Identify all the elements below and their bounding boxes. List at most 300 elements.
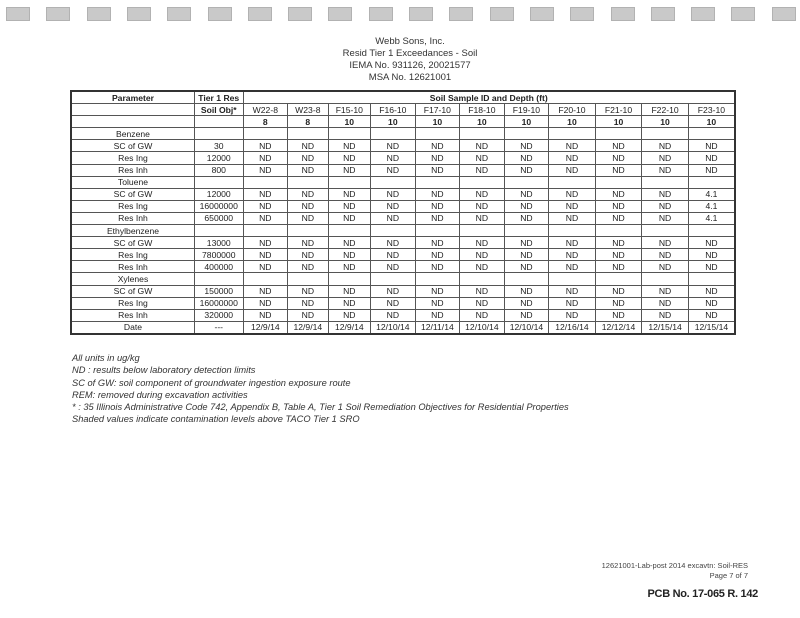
- blank-cell: [415, 225, 460, 237]
- chemical-name: Ethylbenzene: [71, 225, 194, 237]
- tier1-objective-value: 800: [194, 164, 243, 176]
- sample-date-cell: 12/10/14: [460, 321, 505, 334]
- result-cell: ND: [243, 285, 288, 297]
- sample-id-cell: W22-8: [243, 104, 288, 116]
- tier1-header-line1: Tier 1 Res: [194, 91, 243, 104]
- result-cell: ND: [371, 164, 416, 176]
- result-cell: ND: [371, 237, 416, 249]
- result-cell: ND: [243, 261, 288, 273]
- binder-hole: [530, 7, 554, 21]
- table-row: [71, 140, 735, 152]
- result-cell: ND: [504, 140, 549, 152]
- result-cell: ND: [642, 249, 689, 261]
- result-cell: ND: [549, 309, 596, 321]
- result-cell: 4.1: [688, 200, 735, 212]
- blank-cell: [549, 225, 596, 237]
- result-cell: ND: [688, 152, 735, 164]
- blank-cell: [194, 273, 243, 285]
- header-row-3: [71, 116, 735, 128]
- result-cell: 4.1: [688, 212, 735, 224]
- result-cell: ND: [371, 212, 416, 224]
- table-row: [71, 188, 735, 200]
- exposure-route-label: SC of GW: [71, 140, 194, 152]
- table-notes: [72, 352, 569, 426]
- blank-cell: [549, 176, 596, 188]
- exposure-route-label: Res Inh: [71, 212, 194, 224]
- result-cell: ND: [549, 249, 596, 261]
- exposure-route-label: Res Ing: [71, 249, 194, 261]
- result-cell: ND: [688, 285, 735, 297]
- result-cell: ND: [595, 188, 642, 200]
- result-cell: ND: [371, 140, 416, 152]
- result-cell: ND: [243, 212, 288, 224]
- blank-cell: [328, 225, 371, 237]
- table-row: [71, 309, 735, 321]
- blank-cell: [504, 128, 549, 140]
- sample-date-cell: 12/10/14: [504, 321, 549, 334]
- result-cell: ND: [595, 297, 642, 309]
- result-cell: ND: [504, 285, 549, 297]
- result-cell: ND: [688, 140, 735, 152]
- result-cell: ND: [504, 212, 549, 224]
- result-cell: ND: [549, 140, 596, 152]
- result-cell: ND: [595, 249, 642, 261]
- table-row: [71, 261, 735, 273]
- result-cell: ND: [415, 188, 460, 200]
- exposure-route-label: SC of GW: [71, 188, 194, 200]
- binder-hole: [772, 7, 796, 21]
- result-cell: ND: [328, 212, 371, 224]
- result-cell: ND: [460, 188, 505, 200]
- chemical-group-row: [71, 273, 735, 285]
- binder-hole: [691, 7, 715, 21]
- exposure-route-label: Res Inh: [71, 261, 194, 273]
- result-cell: ND: [328, 188, 371, 200]
- sample-date-cell: 12/9/14: [243, 321, 288, 334]
- result-cell: ND: [460, 164, 505, 176]
- result-cell: ND: [595, 140, 642, 152]
- result-cell: ND: [415, 249, 460, 261]
- table-row: [71, 249, 735, 261]
- result-cell: ND: [549, 188, 596, 200]
- result-cell: ND: [642, 297, 689, 309]
- result-cell: ND: [642, 237, 689, 249]
- result-cell: ND: [415, 200, 460, 212]
- result-cell: ND: [642, 309, 689, 321]
- result-cell: ND: [549, 200, 596, 212]
- result-cell: ND: [460, 297, 505, 309]
- result-cell: ND: [549, 237, 596, 249]
- date-objective-cell: ---: [194, 321, 243, 334]
- header-row-2: [71, 104, 735, 116]
- tier1-objective-value: 16000000: [194, 297, 243, 309]
- chemical-name: Xylenes: [71, 273, 194, 285]
- blank-cell: [243, 176, 288, 188]
- table-row: [71, 152, 735, 164]
- parameter-header: Parameter: [71, 91, 194, 104]
- blank-cell: [460, 176, 505, 188]
- result-cell: ND: [243, 249, 288, 261]
- binder-hole: [87, 7, 111, 21]
- blank-cell: [328, 128, 371, 140]
- result-cell: ND: [415, 297, 460, 309]
- result-cell: ND: [328, 164, 371, 176]
- table-row: [71, 164, 735, 176]
- result-cell: ND: [243, 152, 288, 164]
- binder-hole: [570, 7, 594, 21]
- sample-date-cell: 12/15/14: [642, 321, 689, 334]
- result-cell: ND: [460, 212, 505, 224]
- sample-date-cell: 12/9/14: [288, 321, 328, 334]
- result-cell: ND: [243, 237, 288, 249]
- result-cell: ND: [371, 297, 416, 309]
- binder-hole: [6, 7, 30, 21]
- binder-hole: [611, 7, 635, 21]
- blank-cell: [243, 273, 288, 285]
- binder-hole: [328, 7, 352, 21]
- result-cell: ND: [595, 152, 642, 164]
- result-cell: ND: [642, 164, 689, 176]
- binder-hole: [208, 7, 232, 21]
- tier1-objective-value: 320000: [194, 309, 243, 321]
- sample-depth-cell: 10: [642, 116, 689, 128]
- result-cell: ND: [243, 188, 288, 200]
- result-cell: ND: [504, 249, 549, 261]
- result-cell: ND: [504, 237, 549, 249]
- result-cell: ND: [328, 152, 371, 164]
- result-cell: ND: [371, 285, 416, 297]
- result-cell: ND: [549, 212, 596, 224]
- table-row: [71, 285, 735, 297]
- note-line: All units in ug/kg: [72, 353, 140, 363]
- result-cell: ND: [288, 140, 328, 152]
- document-header: [0, 36, 800, 84]
- result-cell: ND: [328, 261, 371, 273]
- blank-cell: [504, 225, 549, 237]
- pcb-number: PCB No. 17-065 R. 142: [647, 588, 758, 600]
- result-cell: ND: [371, 188, 416, 200]
- result-cell: ND: [371, 200, 416, 212]
- sample-depth-cell: 10: [688, 116, 735, 128]
- binder-hole-strip: [0, 7, 800, 21]
- result-cell: ND: [243, 309, 288, 321]
- blank-cell: [288, 225, 328, 237]
- result-cell: ND: [549, 261, 596, 273]
- blank-cell: [288, 128, 328, 140]
- blank-cell: [371, 273, 416, 285]
- blank-cell: [71, 116, 194, 128]
- binder-hole: [288, 7, 312, 21]
- result-cell: ND: [595, 212, 642, 224]
- result-cell: ND: [371, 309, 416, 321]
- result-cell: ND: [243, 140, 288, 152]
- table-row: [71, 212, 735, 224]
- file-reference: 12621001-Lab-post 2014 excavtn: Soil-RES: [601, 561, 748, 570]
- result-cell: ND: [688, 164, 735, 176]
- result-cell: ND: [328, 249, 371, 261]
- result-cell: ND: [595, 237, 642, 249]
- table-row: [71, 237, 735, 249]
- result-cell: ND: [371, 249, 416, 261]
- chemical-group-row: [71, 176, 735, 188]
- sample-depth-cell: 10: [415, 116, 460, 128]
- date-label: Date: [71, 321, 194, 334]
- result-cell: ND: [642, 152, 689, 164]
- result-cell: ND: [504, 297, 549, 309]
- tier1-objective-value: 7800000: [194, 249, 243, 261]
- blank-cell: [504, 176, 549, 188]
- binder-hole: [369, 7, 393, 21]
- sample-date-cell: 12/11/14: [415, 321, 460, 334]
- blank-cell: [371, 128, 416, 140]
- sample-id-cell: F18-10: [460, 104, 505, 116]
- result-cell: ND: [415, 140, 460, 152]
- result-cell: ND: [504, 261, 549, 273]
- binder-hole: [167, 7, 191, 21]
- sample-depth-cell: 10: [371, 116, 416, 128]
- chemical-group-row: [71, 128, 735, 140]
- result-cell: ND: [642, 200, 689, 212]
- result-cell: ND: [288, 212, 328, 224]
- result-cell: ND: [504, 164, 549, 176]
- blank-cell: [549, 273, 596, 285]
- result-cell: ND: [415, 152, 460, 164]
- blank-cell: [688, 273, 735, 285]
- blank-cell: [688, 225, 735, 237]
- sample-id-cell: F15-10: [328, 104, 371, 116]
- result-cell: ND: [460, 237, 505, 249]
- blank-cell: [460, 225, 505, 237]
- exposure-route-label: Res Ing: [71, 152, 194, 164]
- result-cell: ND: [688, 297, 735, 309]
- sample-id-cell: F19-10: [504, 104, 549, 116]
- blank-cell: [595, 225, 642, 237]
- blank-cell: [460, 128, 505, 140]
- tier1-objective-value: 30: [194, 140, 243, 152]
- blank-cell: [642, 176, 689, 188]
- result-cell: ND: [415, 285, 460, 297]
- binder-hole: [46, 7, 70, 21]
- result-cell: ND: [288, 188, 328, 200]
- note-line: * : 35 Illinois Administrative Code 742, Appendix B, Table A, Tier 1 Soil Remediation Objectives for Residential Properties: [72, 402, 569, 413]
- tier1-objective-value: 650000: [194, 212, 243, 224]
- tier1-objective-value: 12000: [194, 188, 243, 200]
- result-cell: ND: [642, 188, 689, 200]
- tier1-objective-value: 400000: [194, 261, 243, 273]
- result-cell: ND: [549, 285, 596, 297]
- note-line: REM: removed during excavation activities: [72, 389, 248, 400]
- result-cell: ND: [328, 140, 371, 152]
- result-cell: ND: [595, 200, 642, 212]
- result-cell: ND: [460, 309, 505, 321]
- result-cell: ND: [328, 297, 371, 309]
- tier1-objective-value: 12000: [194, 152, 243, 164]
- blank-cell: [71, 104, 194, 116]
- result-cell: ND: [595, 309, 642, 321]
- blank-cell: [415, 128, 460, 140]
- result-cell: ND: [415, 237, 460, 249]
- result-cell: ND: [595, 164, 642, 176]
- tier1-header-line2: Soil Obj*: [194, 104, 243, 116]
- tier1-objective-value: 13000: [194, 237, 243, 249]
- blank-cell: [371, 176, 416, 188]
- result-cell: ND: [460, 285, 505, 297]
- result-cell: ND: [288, 164, 328, 176]
- result-cell: ND: [288, 200, 328, 212]
- binder-hole: [127, 7, 151, 21]
- blank-cell: [642, 225, 689, 237]
- result-cell: ND: [243, 200, 288, 212]
- result-cell: ND: [595, 261, 642, 273]
- blank-cell: [243, 128, 288, 140]
- note-line: Shaded values indicate contamination levels above TACO Tier 1 SRO: [72, 414, 360, 425]
- result-cell: ND: [243, 297, 288, 309]
- blank-cell: [194, 176, 243, 188]
- exposure-route-label: Res Inh: [71, 164, 194, 176]
- result-cell: ND: [504, 200, 549, 212]
- exposure-route-label: Res Ing: [71, 297, 194, 309]
- blank-cell: [288, 176, 328, 188]
- note-line: SC of GW: soil component of groundwater ingestion exposure route: [72, 377, 351, 388]
- result-cell: ND: [415, 212, 460, 224]
- sample-date-cell: 12/12/14: [595, 321, 642, 334]
- result-cell: ND: [549, 164, 596, 176]
- tier1-objective-value: 150000: [194, 285, 243, 297]
- result-cell: ND: [328, 200, 371, 212]
- result-cell: ND: [288, 261, 328, 273]
- blank-cell: [288, 273, 328, 285]
- sample-date-cell: 12/15/14: [688, 321, 735, 334]
- binder-hole: [409, 7, 433, 21]
- result-cell: ND: [688, 309, 735, 321]
- sample-id-cell: F16-10: [371, 104, 416, 116]
- chemical-name: Benzene: [71, 128, 194, 140]
- blank-cell: [688, 176, 735, 188]
- sample-id-cell: F17-10: [415, 104, 460, 116]
- footer-reference: [602, 561, 748, 581]
- report-title: Resid Tier 1 Exceedances - Soil: [342, 48, 478, 59]
- result-cell: ND: [288, 297, 328, 309]
- result-cell: ND: [288, 152, 328, 164]
- blank-cell: [194, 225, 243, 237]
- blank-cell: [460, 273, 505, 285]
- blank-cell: [642, 128, 689, 140]
- chemical-name: Toluene: [71, 176, 194, 188]
- result-cell: ND: [288, 309, 328, 321]
- blank-cell: [642, 273, 689, 285]
- sample-id-cell: F21-10: [595, 104, 642, 116]
- result-cell: ND: [288, 249, 328, 261]
- result-cell: ND: [460, 140, 505, 152]
- result-cell: ND: [415, 261, 460, 273]
- blank-cell: [371, 225, 416, 237]
- soil-exceedances-table: [70, 90, 736, 335]
- result-cell: ND: [460, 152, 505, 164]
- company-name: Webb Sons, Inc.: [375, 36, 445, 47]
- blank-cell: [415, 176, 460, 188]
- header-row-1: [71, 91, 735, 104]
- sample-depth-cell: 10: [504, 116, 549, 128]
- blank-cell: [595, 128, 642, 140]
- sample-depth-cell: 8: [243, 116, 288, 128]
- binder-hole: [248, 7, 272, 21]
- chemical-group-row: [71, 225, 735, 237]
- exposure-route-label: SC of GW: [71, 285, 194, 297]
- sample-id-cell: F20-10: [549, 104, 596, 116]
- sample-date-cell: 12/16/14: [549, 321, 596, 334]
- tier1-objective-value: 16000000: [194, 200, 243, 212]
- exposure-route-label: Res Ing: [71, 200, 194, 212]
- result-cell: ND: [642, 261, 689, 273]
- result-cell: ND: [460, 261, 505, 273]
- result-cell: ND: [688, 249, 735, 261]
- result-cell: ND: [371, 261, 416, 273]
- note-line: ND : results below laboratory detection limits: [72, 365, 256, 376]
- sample-date-cell: 12/9/14: [328, 321, 371, 334]
- result-cell: ND: [688, 237, 735, 249]
- iema-number: IEMA No. 931126, 20021577: [349, 60, 471, 71]
- result-cell: ND: [460, 249, 505, 261]
- result-cell: ND: [642, 212, 689, 224]
- result-cell: ND: [549, 152, 596, 164]
- binder-hole: [651, 7, 675, 21]
- blank-cell: [328, 273, 371, 285]
- sample-id-header: Soil Sample ID and Depth (ft): [243, 91, 735, 104]
- result-cell: ND: [504, 188, 549, 200]
- blank-cell: [595, 273, 642, 285]
- result-cell: ND: [504, 309, 549, 321]
- binder-hole: [731, 7, 755, 21]
- result-cell: ND: [415, 164, 460, 176]
- blank-cell: [328, 176, 371, 188]
- sample-id-cell: W23-8: [288, 104, 328, 116]
- sample-depth-cell: 10: [595, 116, 642, 128]
- result-cell: ND: [504, 152, 549, 164]
- binder-hole: [449, 7, 473, 21]
- blank-cell: [688, 128, 735, 140]
- blank-cell: [504, 273, 549, 285]
- sample-depth-cell: 10: [460, 116, 505, 128]
- blank-cell: [243, 225, 288, 237]
- sample-id-cell: F23-10: [688, 104, 735, 116]
- sample-date-cell: 12/10/14: [371, 321, 416, 334]
- table-row: [71, 297, 735, 309]
- result-cell: ND: [288, 285, 328, 297]
- exposure-route-label: SC of GW: [71, 237, 194, 249]
- result-cell: ND: [460, 200, 505, 212]
- table-row: [71, 200, 735, 212]
- result-cell: ND: [595, 285, 642, 297]
- result-cell: ND: [243, 164, 288, 176]
- date-row: [71, 321, 735, 334]
- result-cell: 4.1: [688, 188, 735, 200]
- result-cell: ND: [328, 285, 371, 297]
- result-cell: ND: [642, 285, 689, 297]
- result-cell: ND: [642, 140, 689, 152]
- blank-cell: [194, 116, 243, 128]
- result-cell: ND: [328, 309, 371, 321]
- page-number: Page 7 of 7: [709, 571, 748, 580]
- exposure-route-label: Res Inh: [71, 309, 194, 321]
- result-cell: ND: [549, 297, 596, 309]
- blank-cell: [415, 273, 460, 285]
- result-cell: ND: [371, 152, 416, 164]
- blank-cell: [595, 176, 642, 188]
- blank-cell: [549, 128, 596, 140]
- result-cell: ND: [688, 261, 735, 273]
- msa-number: MSA No. 12621001: [368, 72, 452, 83]
- binder-hole: [490, 7, 514, 21]
